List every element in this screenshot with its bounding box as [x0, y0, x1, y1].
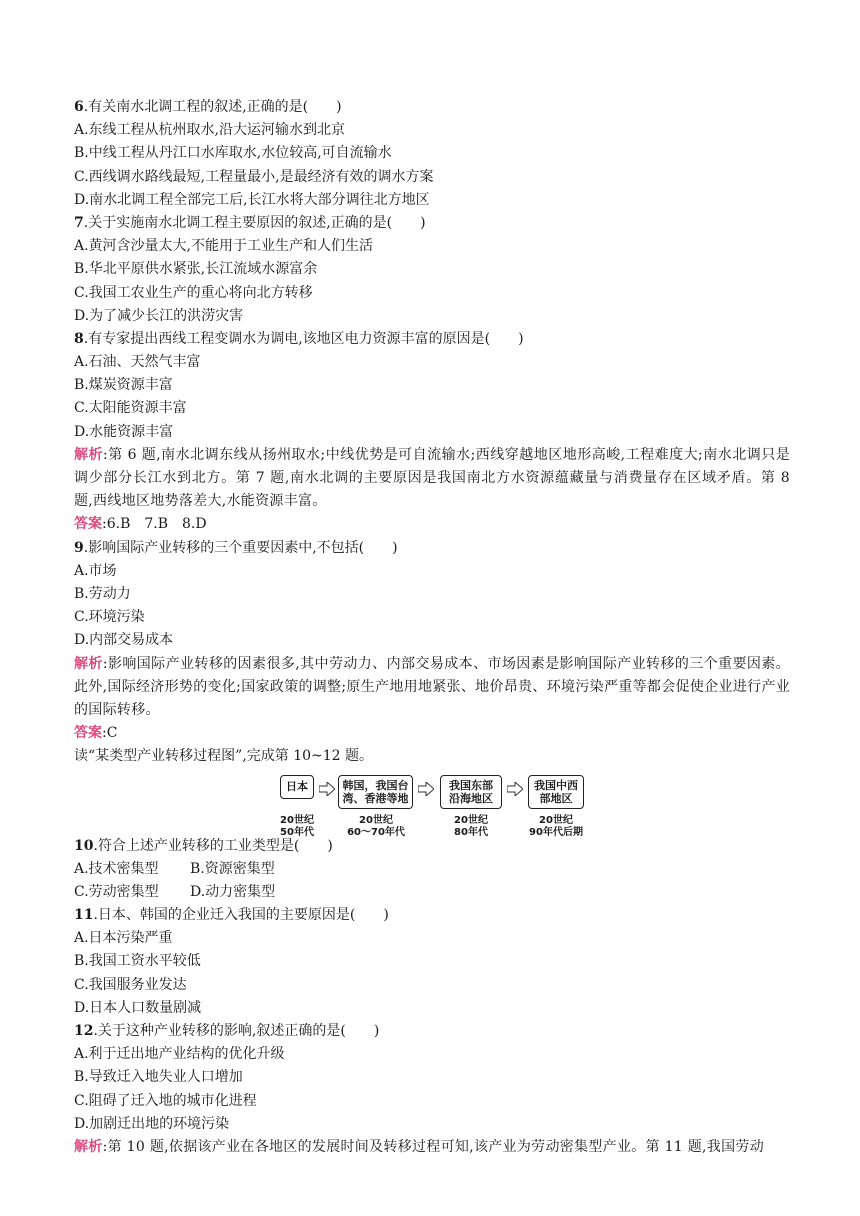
document-page	[74, 96, 790, 1159]
analysis-paragraph-2: 解析:影响国际产业转移的因素很多,其中劳动力、内部交易成本、市场因素是影响国际产业转移的三个重要因素。此外,国际经济形势的变化;国家政策的调整;原生产地用地紧张、地价昂贵、环境污染严重等都会促使企业进行产业的国际转移。	[74, 655, 790, 718]
question-11-option-d: D.日本人口数量剧减	[74, 999, 202, 1016]
question-10-options-row-2	[74, 881, 790, 904]
question-9-option-d: D.内部交易成本	[74, 632, 174, 649]
diagram-box-japan: 日本	[280, 775, 314, 799]
question-12-option-a: A.利于迁出地产业结构的优化升级	[74, 1046, 285, 1063]
question-9-option-a: A.市场	[74, 562, 117, 579]
question-11-option-b: B.我国工资水平较低	[74, 953, 201, 970]
question-9-option-c: C.环境污染	[74, 609, 145, 626]
question-6-option-d: D.南水北调工程全部完工后,长江水将大部分调往北方地区	[74, 191, 430, 208]
question-12-option-b: B.导致迁入地失业人口增加	[74, 1069, 243, 1086]
question-10-option-b: B.资源密集型	[190, 860, 275, 877]
question-10-option-c: C.劳动密集型	[74, 883, 159, 900]
arrow-right-icon	[418, 782, 434, 796]
question-6-option-c: C.西线调水路线最短,工程量最小,是最经济有效的调水方案	[74, 168, 434, 185]
question-12-option-d: D.加剧迁出地的环境污染	[74, 1115, 230, 1132]
question-7-option-b: B.华北平原供水紧张,长江流域水源富余	[74, 261, 318, 278]
diagram-box-central-western: 我国中西 部地区	[528, 775, 584, 809]
question-12-stem: 12.关于这种产业转移的影响,叙述正确的是( )	[74, 1023, 380, 1040]
question-10-stem: 10.符合上述产业转移的工业类型是( )	[74, 837, 333, 854]
analysis-paragraph-1: 解析:第 6 题,南水北调东线从扬州取水;中线优势是可自流输水;西线穿越地区地形高峻,工程难度大;南水北调只是调少部分长江水到北方。第 7 题,南水北调的主要原因是我国南北方水资源蕴藏量与消费量存在区域矛盾。第 8 题,西线地区地势落差大,水能资源丰富。	[74, 446, 790, 510]
diagram-time-3: 20世纪 80年代	[454, 814, 488, 838]
answer-1: 答案:6.B 7.B 8.D	[74, 516, 207, 533]
arrow-right-icon	[507, 782, 523, 796]
question-6-option-b: B.中线工程从丹江口水库取水,水位较高,可自流输水	[74, 145, 392, 162]
answer-2: 答案:C	[74, 725, 118, 742]
question-9-stem: 9.影响国际产业转移的三个重要因素中,不包括( )	[74, 539, 398, 556]
question-11-option-a: A.日本污染严重	[74, 930, 173, 947]
question-7-stem: 7.关于实施南水北调工程主要原因的叙述,正确的是( )	[74, 214, 426, 231]
question-11-stem: 11.日本、韩国的企业迁入我国的主要原因是( )	[74, 907, 389, 924]
question-6-option-a: A.东线工程从杭州取水,沿大运河输水到北京	[74, 122, 346, 139]
industry-transfer-diagram	[74, 771, 790, 838]
arrow-right-icon	[319, 782, 335, 796]
analysis-paragraph-3: 解析:第 10 题,依据该产业在各地区的发展时间及转移过程可知,该产业为劳动密集型产业。第 11 题,我国劳动	[74, 1138, 765, 1155]
diagram-intro: 读“某类型产业转移过程图”,完成第 10~12 题。	[74, 748, 374, 765]
question-8-option-d: D.水能资源丰富	[74, 423, 174, 440]
question-8-option-b: B.煤炭资源丰富	[74, 377, 173, 394]
question-8-option-c: C.太阳能资源丰富	[74, 400, 187, 417]
diagram-time-1: 20世纪 50年代	[280, 814, 314, 838]
question-8-stem: 8.有专家提出西线工程变调水为调电,该地区电力资源丰富的原因是( )	[74, 330, 524, 347]
question-7-option-c: C.我国工农业生产的重心将向北方转移	[74, 284, 313, 301]
diagram-box-eastern-coastal: 我国东部 沿海地区	[440, 775, 502, 809]
question-10-options-row-1	[74, 858, 790, 881]
question-9-option-b: B.劳动力	[74, 585, 131, 602]
question-8-option-a: A.石油、天然气丰富	[74, 354, 201, 371]
diagram-time-2: 20世纪 60～70年代	[347, 814, 405, 838]
question-6-stem: 6.有关南水北调工程的叙述,正确的是( )	[74, 99, 342, 115]
diagram-box-korea-taiwan-hk: 韩国，我国台 湾、香港等地	[338, 775, 413, 809]
question-7-option-a: A.黄河含沙量太大,不能用于工业生产和人们生活	[74, 238, 374, 255]
question-10-option-a: A.技术密集型	[74, 860, 159, 877]
question-10-option-d: D.动力密集型	[190, 883, 276, 900]
diagram-time-4: 20世纪 90年代后期	[529, 814, 583, 838]
question-11-option-c: C.我国服务业发达	[74, 976, 187, 993]
question-7-option-d: D.为了减少长江的洪涝灾害	[74, 307, 244, 324]
question-12-option-c: C.阻碍了迁入地的城市化进程	[74, 1092, 257, 1109]
